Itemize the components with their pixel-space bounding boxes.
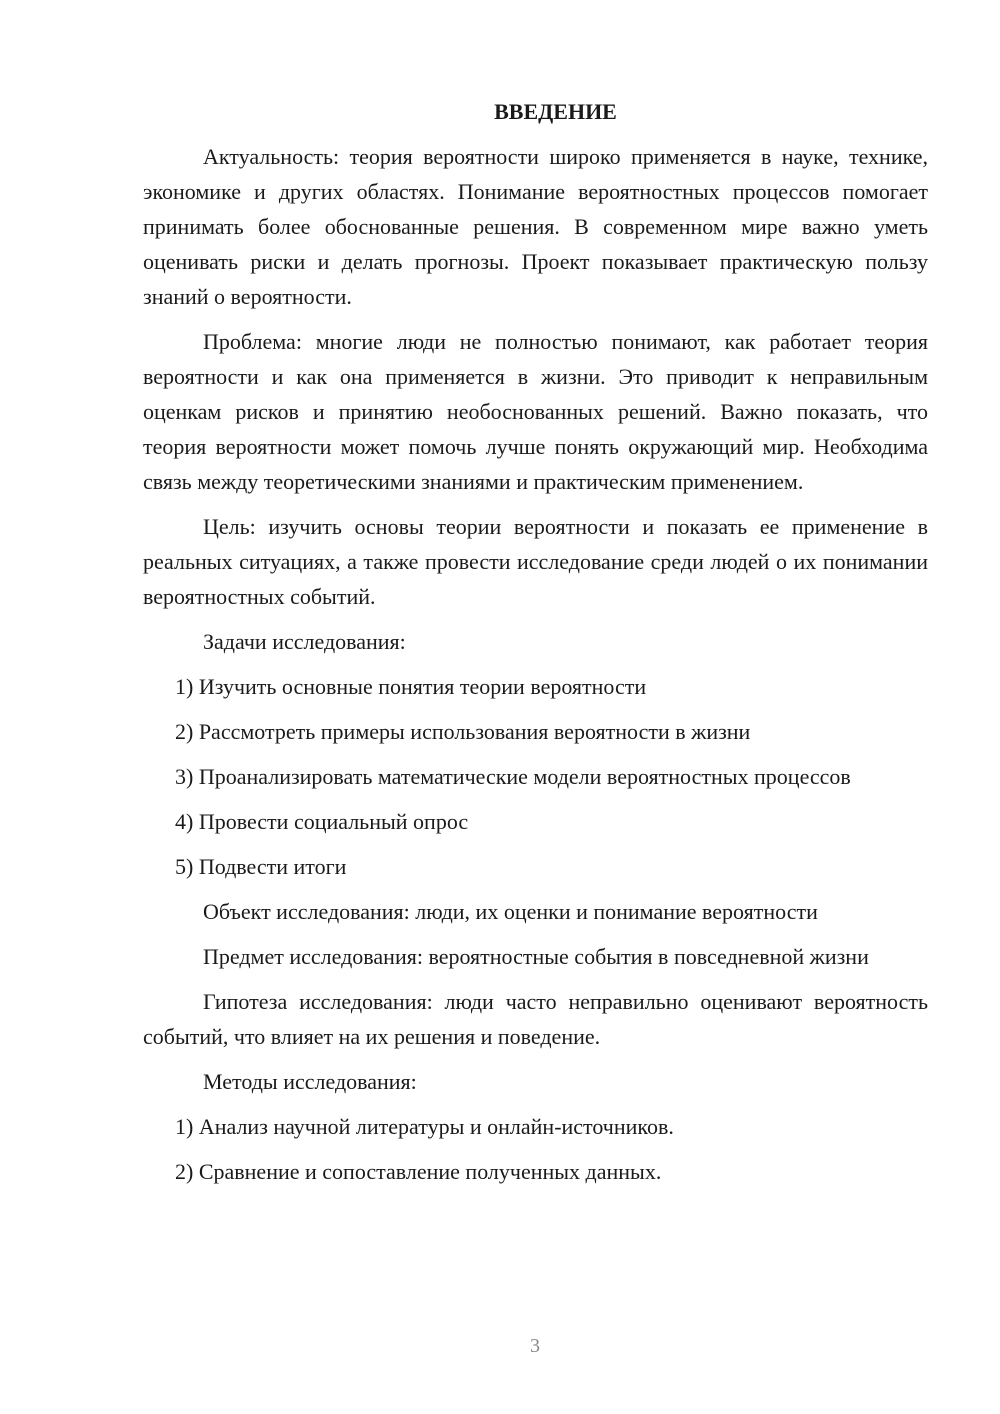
problem-paragraph: Проблема: многие люди не полностью понимают, как работает теория вероятности и как она применяется в жизни. Это приводит к неправильным оценкам рисков и принятию необоснованных решений. Важно показать, что теория вероятности может помочь лучше понять окружающий мир. Необходима связь между теоретическими знаниями и практическим применением. <box>143 329 928 494</box>
method-item: 1) Анализ научной литературы и онлайн-источников. <box>175 1114 674 1139</box>
task-item: 3) Проанализировать математические модели вероятностных процессов <box>175 764 851 789</box>
subject-paragraph: Предмет исследования: вероятностные события в повседневной жизни <box>203 944 869 969</box>
task-item: 4) Провести социальный опрос <box>175 809 469 834</box>
task-item: 2) Рассмотреть примеры использования вероятности в жизни <box>175 719 751 744</box>
page-content <box>143 94 928 1189</box>
object-paragraph: Объект исследования: люди, их оценки и понимание вероятности <box>203 899 818 924</box>
task-item: 5) Подвести итоги <box>175 854 347 879</box>
hypothesis-paragraph: Гипотеза исследования: люди часто неправильно оценивают вероятность событий, что влияет на их решения и поведение. <box>143 989 928 1049</box>
tasks-heading: Задачи исследования: <box>203 629 406 654</box>
methods-heading: Методы исследования: <box>203 1069 417 1094</box>
task-item: 1) Изучить основные понятия теории вероятности <box>175 674 647 699</box>
page-title: ВВЕДЕНИЕ <box>494 99 617 124</box>
page-number: 3 <box>530 1335 540 1357</box>
method-item: 2) Сравнение и сопоставление полученных данных. <box>175 1159 662 1184</box>
goal-paragraph: Цель: изучить основы теории вероятности и показать ее применение в реальных ситуациях, а также провести исследование среди людей о их понимании вероятностных событий. <box>143 514 928 609</box>
relevance-paragraph: Актуальность: теория вероятности широко применяется в науке, технике, экономике и других областях. Понимание вероятностных процессов помогает принимать более обоснованные решения. В современном мире важно уметь оценивать риски и делать прогнозы. Проект показывает практическую пользу знаний о вероятности. <box>143 144 928 309</box>
